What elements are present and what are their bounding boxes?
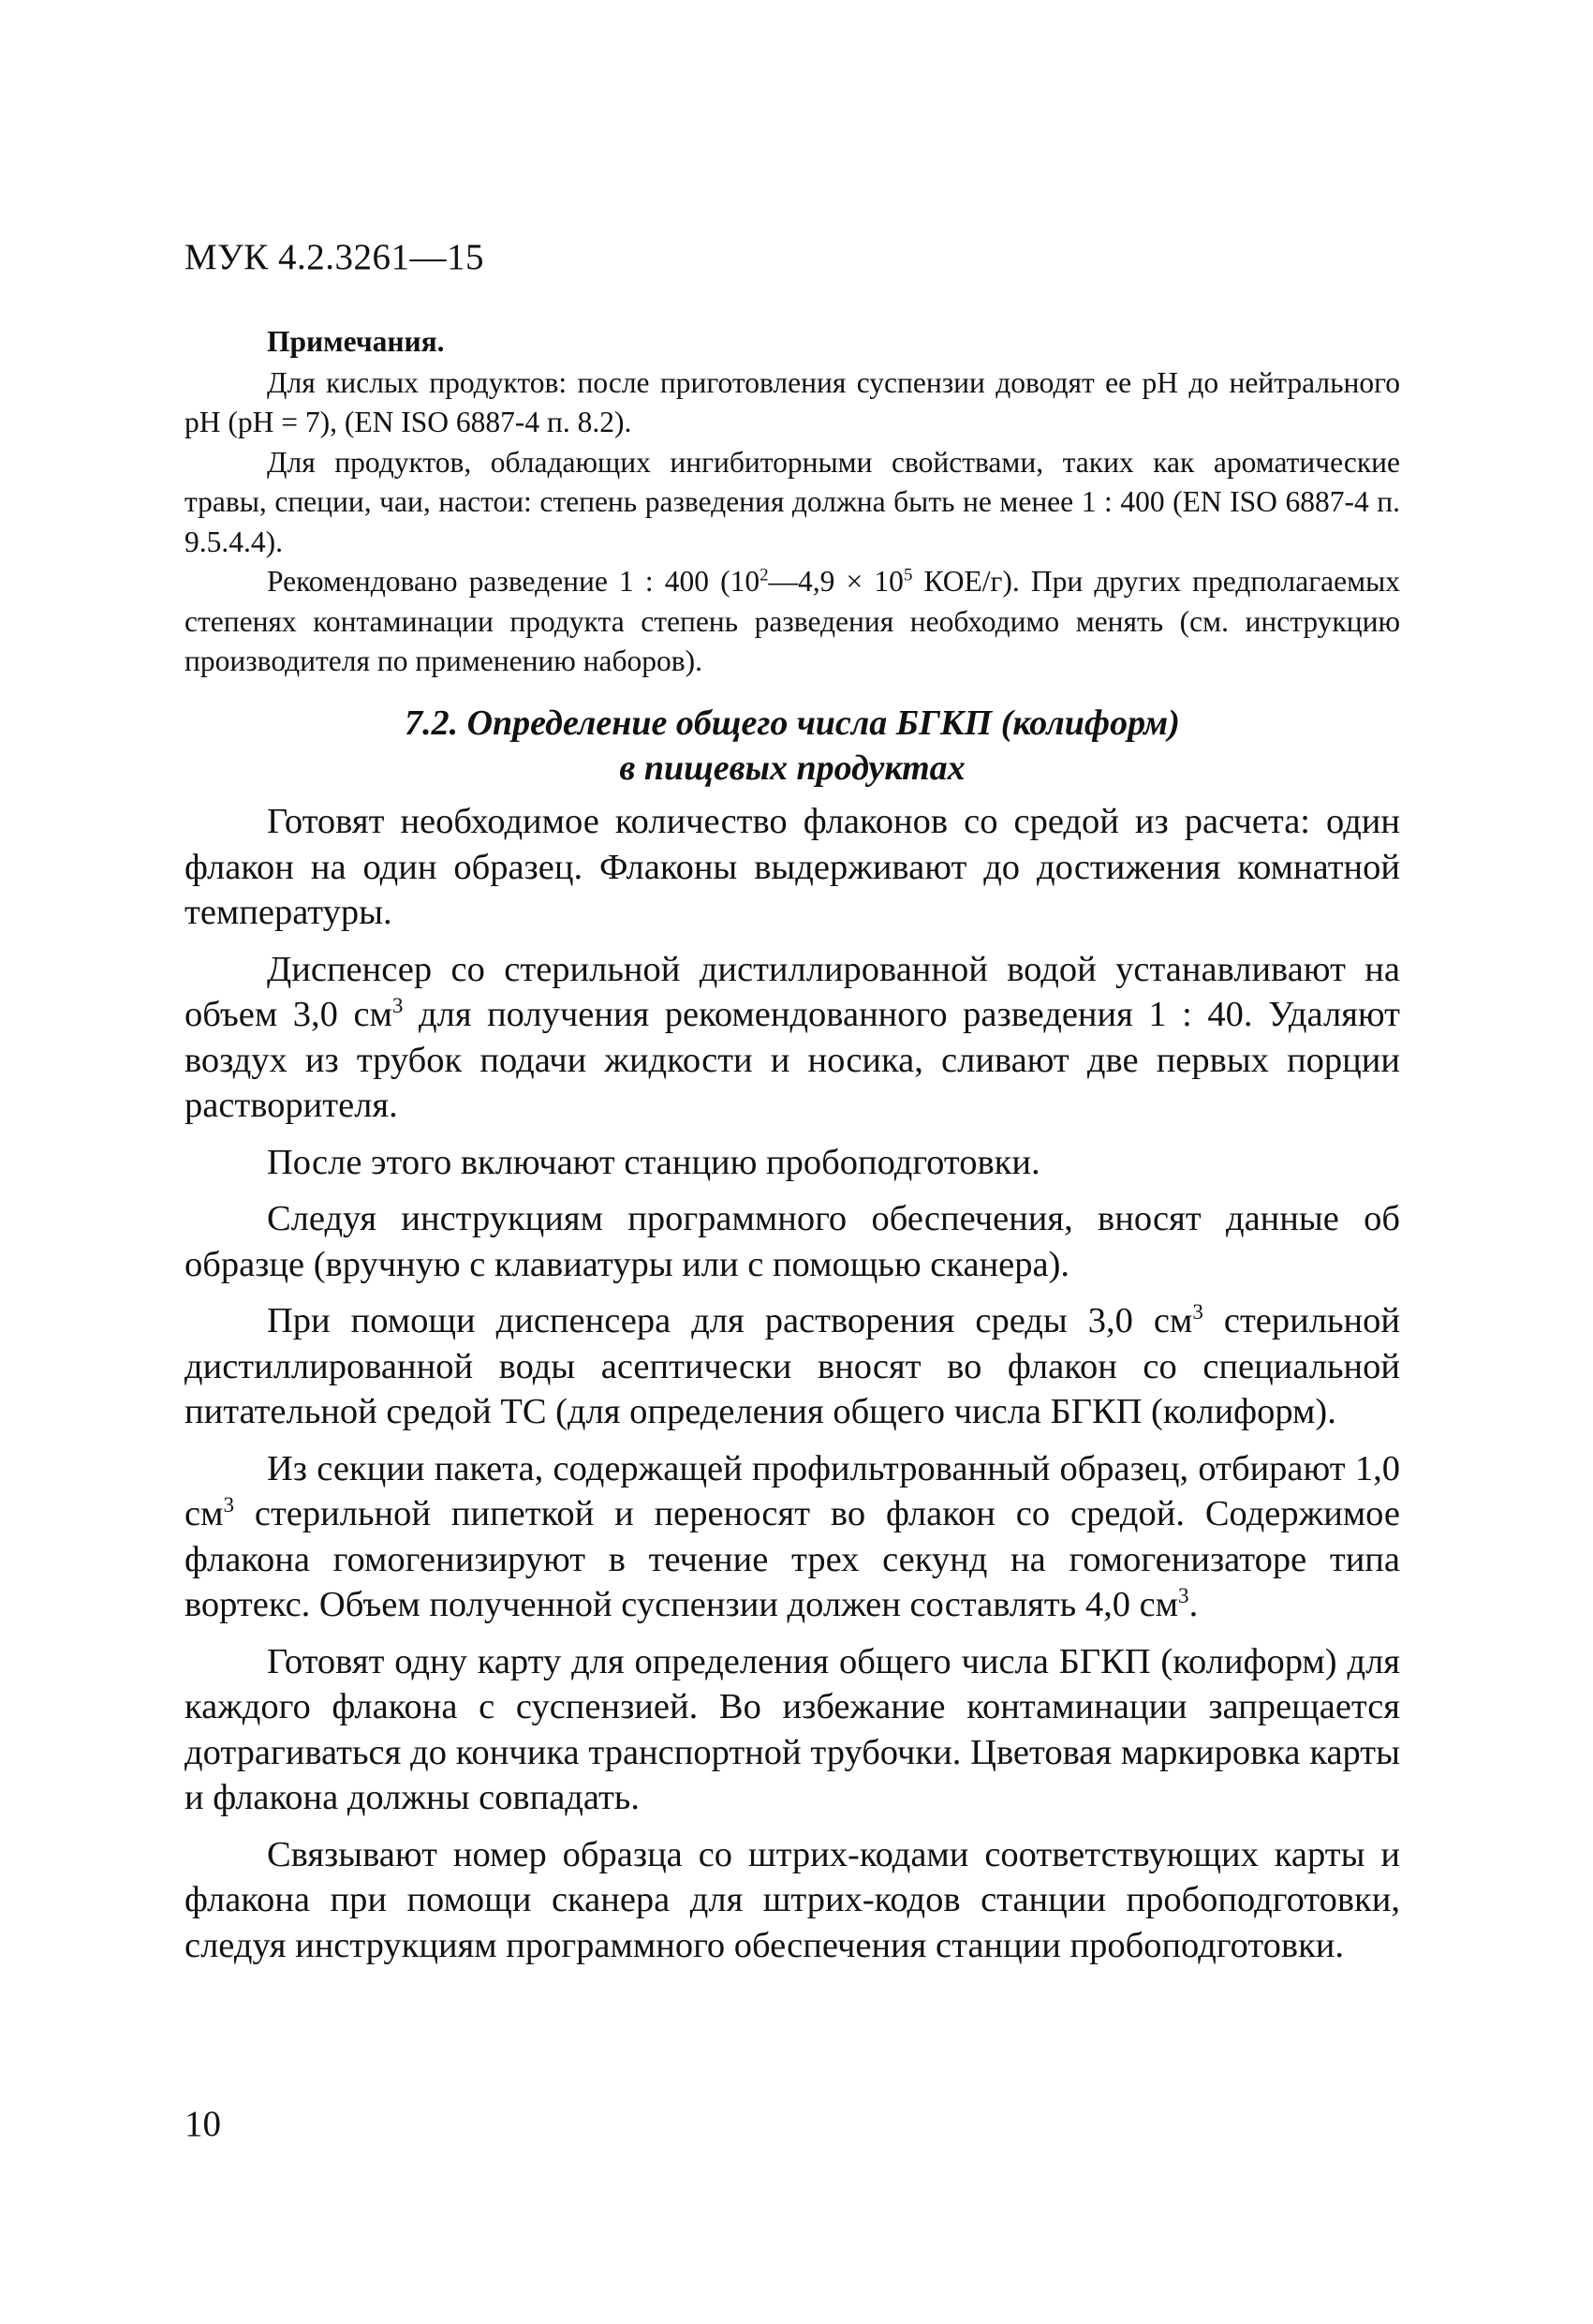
note-paragraph-1: Для кислых продуктов: после приготовления суспензии доводят ее pH до нейтрального pH (pH = 7), (EN ISO 6887-4 п. 8.2). — [184, 365, 1400, 438]
body-6-superscript-1: 3 — [223, 1492, 234, 1517]
note-3-superscript-1: 2 — [760, 565, 769, 585]
body-paragraph-3: После этого включают станцию пробоподготовки. — [267, 1142, 1040, 1182]
notes-title: Примечания. — [267, 325, 445, 358]
body-6-text-b: стерильной пипеткой и переносят во флакон со средой. Содержимое флакона гомогенизируют в течение трех секунд на гомогенизаторе типа вортекс. Объем полученной суспензии должен составлять 4,0 см — [184, 1494, 1400, 1624]
note-3-text-b: —4,9 × 10 — [768, 565, 904, 598]
note-3-superscript-2: 5 — [903, 565, 913, 585]
body-paragraph-2 — [184, 947, 1400, 1129]
body-5-superscript: 3 — [1192, 1299, 1203, 1325]
section-heading — [184, 701, 1400, 791]
document-code-header: МУК 4.2.3261—15 — [184, 237, 485, 277]
note-paragraph-2: Для продуктов, обладающих ингибиторными свойствами, таких как ароматические травы, специи, чаи, настои: степень разведения должна быть не менее 1 : 400 (EN ISO 6887-4 п. 9.5.4.4). — [184, 445, 1400, 558]
body-2-superscript: 3 — [391, 993, 404, 1018]
page-number: 10 — [184, 2104, 221, 2144]
section-body — [184, 799, 1400, 1979]
body-paragraph-5 — [184, 1298, 1400, 1435]
body-paragraph-4: Следуя инструкциям программного обеспечения, вносят данные об образце (вручную с клавиатуры или с помощью сканера). — [184, 1199, 1400, 1284]
note-3-text-c: КОЕ/г). При других предполагаемых степенях контаминации продукта степень разведения необходимо менять (см. инструкцию производителя по применению наборов). — [184, 565, 1400, 677]
note-paragraph-3 — [184, 562, 1400, 682]
body-paragraph-8: Связывают номер образца со штрих-кодами соответствующих карты и флакона при помощи сканера для штрих-кодов станции пробоподготовки, следуя инструкциям программного обеспечения станции пробоподготовки. — [184, 1834, 1400, 1965]
notes-block — [184, 322, 1400, 682]
note-3-text-a: Рекомендовано разведение 1 : 400 (10 — [267, 565, 760, 598]
body-2-text-b: для получения рекомендованного разведения 1 : 40. Удаляют воздух из трубок подачи жидкости и носика, сливают две первых порции растворителя. — [184, 995, 1400, 1125]
body-6-text-c: . — [1188, 1585, 1199, 1624]
body-6-text-a: Из секции пакета, содержащей профильтрованный образец, отбирают 1,0 см — [184, 1448, 1400, 1533]
body-paragraph-6 — [184, 1446, 1400, 1628]
body-paragraph-1: Готовят необходимое количество флаконов со средой из расчета: один флакон на один образец. Флаконы выдерживают до достижения комнатной температуры. — [184, 802, 1400, 932]
body-5-text-b: стерильной дистиллированной воды асептически вносят во флакон со специальной питательной средой ТС (для определения общего числа БГКП (колиформ). — [184, 1301, 1400, 1431]
body-2-text-a: Диспенсер со стерильной дистиллированной водой устанавливают на объем 3,0 см — [184, 949, 1400, 1034]
body-paragraph-7: Готовят одну карту для определения общего числа БГКП (колиформ) для каждого флакона с суспензией. Во избежание контаминации запрещается дотрагиваться до кончика транспортной трубочки. Цветовая маркировка карты и флакона должны совпадать. — [184, 1641, 1400, 1817]
section-heading-line-1: 7.2. Определение общего числа БГКП (колиформ) — [405, 703, 1180, 743]
body-5-text-a: При помощи диспенсера для растворения среды 3,0 см — [267, 1301, 1193, 1340]
body-6-superscript-2: 3 — [1178, 1583, 1189, 1608]
section-heading-line-2: в пищевых продуктах — [619, 748, 966, 788]
